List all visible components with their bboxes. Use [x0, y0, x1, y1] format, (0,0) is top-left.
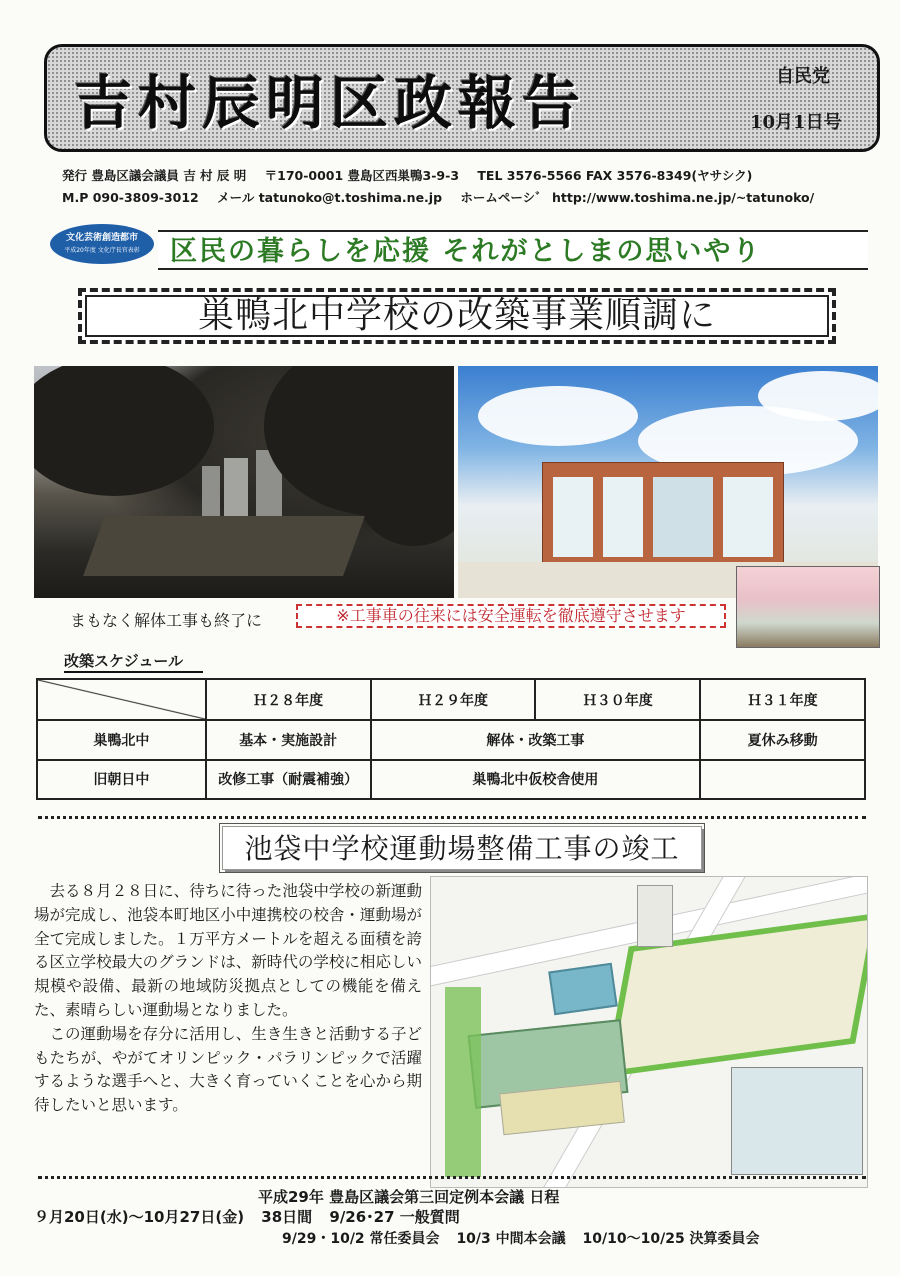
year-h29: Ｈ２９年度	[371, 679, 536, 720]
year-h30: Ｈ３０年度	[535, 679, 700, 720]
contact-line-1	[62, 166, 766, 184]
cell-h31: 夏休み移動	[700, 720, 865, 759]
cell-h29-h30: 巣鴨北中仮校舎使用	[371, 760, 701, 799]
paragraph: この運動場を存分に活用し、生き生きと活動する子どもたちが、やがてオリンピック・パラリンピックで活躍するような選手へと、大きく育っていくことを心から期待したいと思います。	[34, 1024, 422, 1115]
section-divider	[38, 1176, 866, 1179]
row-name: 旧朝日中	[37, 760, 206, 799]
council-schedule-line-1	[34, 1206, 472, 1227]
general-questions: 9/26･27 一般質問	[329, 1208, 460, 1226]
council-schedule-title: 平成29年 豊島区議会第三回定例本会議 日程	[258, 1188, 560, 1206]
cell-h29-h30: 解体・改築工事	[371, 720, 701, 759]
party-label: 自民党	[776, 66, 830, 87]
audit-committee: 10/10～10/25 決算委員会	[582, 1231, 760, 1247]
section2-title: 池袋中学校運動場整備工事の竣工	[244, 832, 680, 865]
table-row	[37, 720, 865, 759]
council-schedule-line-2	[282, 1228, 772, 1248]
cherry-blossom-photo	[736, 566, 880, 648]
cell-h28: 基本・実施設計	[206, 720, 371, 759]
publisher: 発行 豊島区議会議員 吉 村 辰 明	[62, 168, 247, 183]
cell-h28: 改修工事（耐震補強）	[206, 760, 371, 799]
year-h28: Ｈ２８年度	[206, 679, 371, 720]
demolition-caption: まもなく解体工事も終了に	[70, 611, 263, 630]
table-header-row	[37, 679, 865, 720]
cell-h31	[700, 760, 865, 799]
homepage-link[interactable]: ホームペーシ゛ http://www.toshima.ne.jp/~tatunoko/	[460, 190, 815, 205]
paragraph: 去る８月２８日に、待ちに待った池袋中学校の新運動場が完成し、池袋本町地区小中連携校の校舎・運動場が全て完成しました。１万平方メートルを超える面積を誇る区立学校最大のグランドは、新時代の学校に相応しい規模や設備、最新の地域防災拠点としての機能を備えた、素晴らしい運動場となりました。	[34, 882, 422, 1019]
safety-notice: ※工事車の往来には安全運転を徹底遵守させます	[296, 604, 726, 628]
reconstruction-schedule-table	[36, 678, 866, 800]
demolition-site-photo	[34, 366, 454, 598]
table-row	[37, 760, 865, 799]
phone-fax: TEL 3576-5566 FAX 3576-8349(ヤサシク)	[477, 168, 753, 183]
slogan-banner: 区民の暮らしを応援 それがとしまの思いやり	[158, 230, 868, 270]
section2-body	[34, 880, 422, 1118]
newsletter-title: 吉村辰明区政報告	[74, 69, 587, 137]
badge-title: 文化芸術創造都市	[65, 233, 138, 243]
email[interactable]: メール tatunoko@t.toshima.ne.jp	[217, 190, 443, 205]
badge-subtitle: 平成20年度 文化庁長官表彰	[64, 247, 140, 254]
table-corner-cell	[37, 679, 206, 720]
section2-title-frame	[222, 826, 702, 870]
standing-committee: 9/29・10/2 常任委員会	[282, 1231, 440, 1247]
year-h31: Ｈ３１年度	[700, 679, 865, 720]
mobile-phone: M.P 090-3809-3012	[62, 190, 199, 205]
new-school-rendering	[458, 366, 878, 598]
headline: 巣鴨北中学校の改築事業順調に	[197, 295, 716, 336]
session-period: ９月20日(水)～10月27日(金)	[34, 1208, 245, 1226]
contact-line-2	[62, 188, 828, 206]
row-name: 巣鴨北中	[37, 720, 206, 759]
headline-frame	[78, 288, 836, 344]
session-days: 38日間	[261, 1208, 313, 1226]
culture-city-badge	[50, 224, 154, 264]
interim-session: 10/3 中間本会議	[456, 1231, 566, 1247]
campus-illustration	[430, 876, 868, 1188]
section-divider	[38, 816, 866, 819]
schedule-label: 改築スケジュール	[64, 650, 203, 673]
address: 〒170-0001 豊島区西巣鴨3-9-3	[264, 168, 460, 183]
issue-date: 10月1日号	[750, 112, 842, 133]
